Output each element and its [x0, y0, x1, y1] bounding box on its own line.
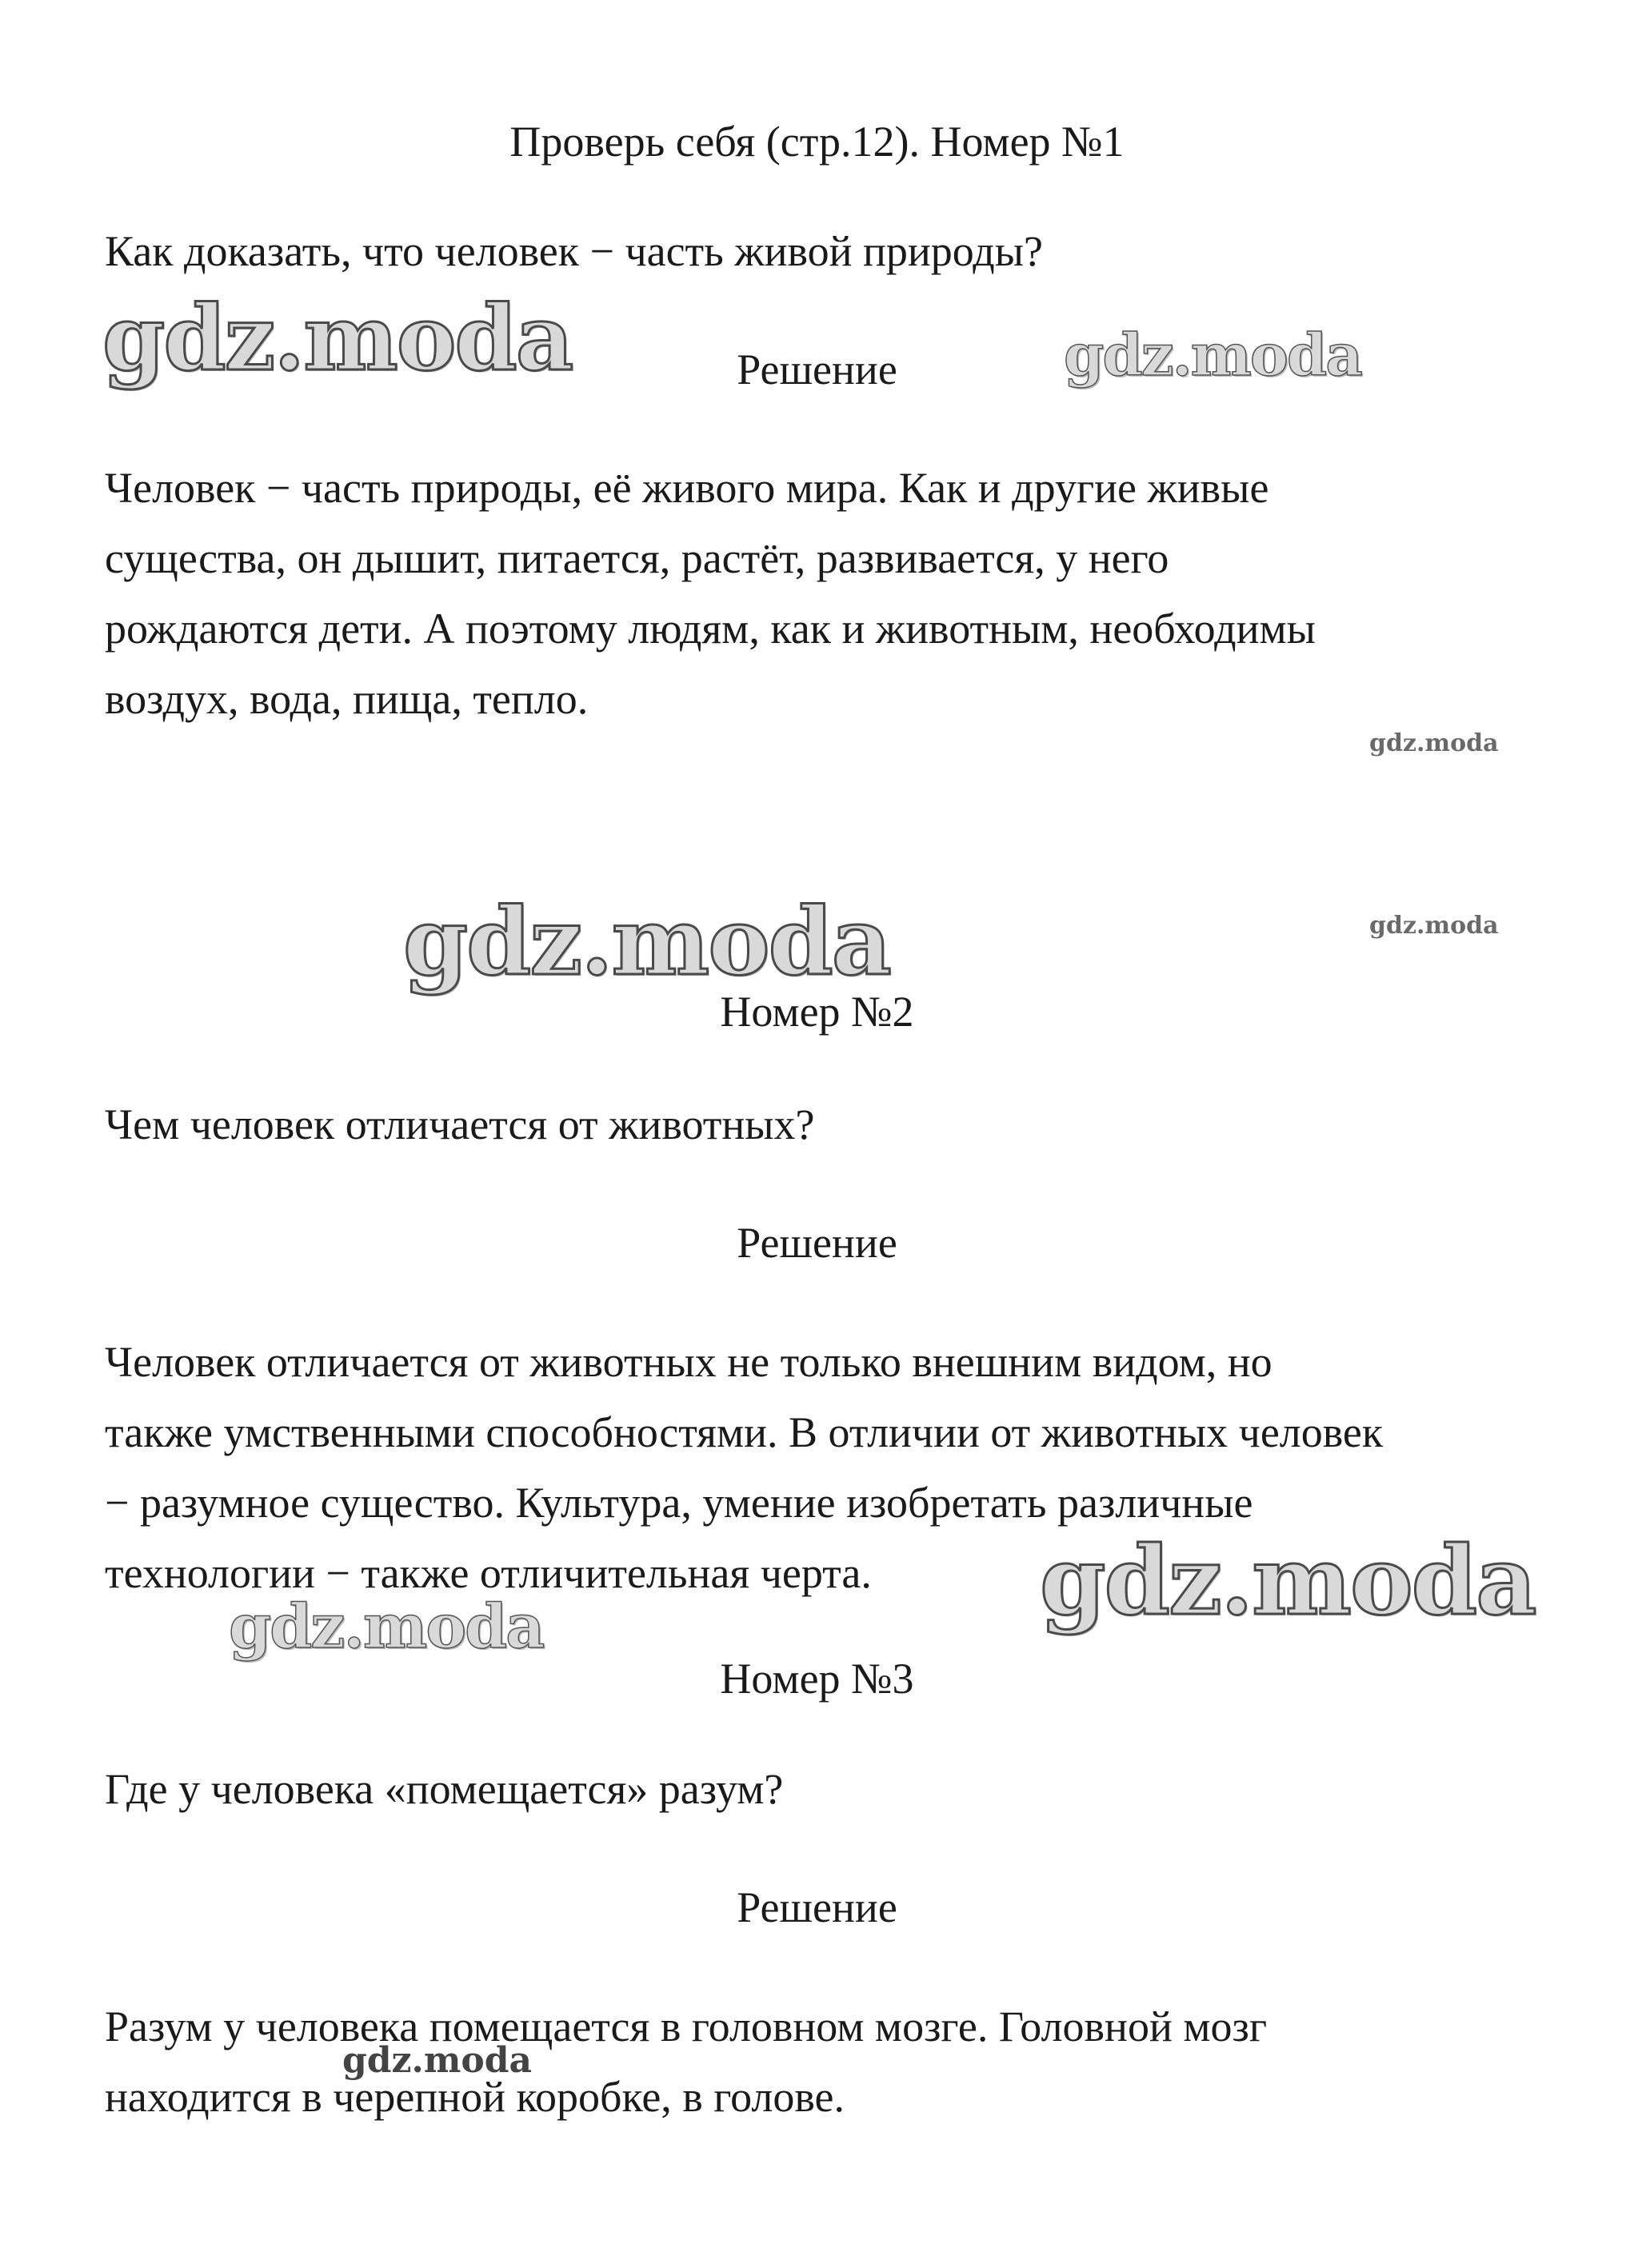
section2-answer-line: − разумное существо. Культура, умение изобретать различные — [105, 1479, 1253, 1527]
watermark-logo: gdz.moda — [1369, 729, 1499, 757]
section3-solution-label: Решение — [737, 1883, 897, 1931]
section3-answer-line: Разум у человека помещается в головном мозге. Головной мозг — [105, 2002, 1267, 2050]
section1-answer-line: воздух, вода, пища, тепло. — [105, 675, 589, 723]
section3-answer-line: находится в черепной коробке, в голове. — [105, 2073, 845, 2121]
section1-answer-line: Человек − часть природы, её живого мира. Как и другие живые — [105, 464, 1269, 512]
section2-answer-line: Человек отличается от животных не только внешним видом, но — [105, 1338, 1272, 1386]
section2-title: Номер №2 — [720, 988, 914, 1036]
watermark-logo: gdz.moda — [1369, 912, 1499, 940]
section2-solution-label: Решение — [737, 1219, 897, 1267]
section1-question: Как доказать, что человек − часть живой природы? — [105, 227, 1043, 275]
section1-title: Проверь себя (стр.12). Номер №1 — [509, 118, 1125, 166]
section2-answer-line: также умственными способностями. В отличии от животных человек — [105, 1408, 1384, 1456]
section2-question: Чем человек отличается от животных? — [105, 1100, 815, 1148]
watermark-logo: gdz.moda — [342, 2040, 533, 2081]
watermark-logo: gdz.moda — [229, 1591, 544, 1662]
section1-solution-label: Решение — [737, 345, 897, 393]
section3-question: Где у человека «помещается» разум? — [105, 1765, 784, 1813]
watermark-logo: gdz.moda — [1040, 1525, 1536, 1636]
watermark-logo: gdz.moda — [1064, 321, 1361, 389]
section2-answer-line: технологии − также отличительная черта. — [105, 1549, 872, 1597]
section1-answer-line: существа, он дышит, питается, растёт, развивается, у него — [105, 534, 1169, 582]
watermark-logo: gdz.moda — [102, 286, 573, 391]
watermark-logo: gdz.moda — [403, 888, 890, 996]
section1-answer-line: рождаются дети. А поэтому людям, как и животным, необходимы — [105, 605, 1316, 653]
section3-title: Номер №3 — [720, 1655, 914, 1703]
